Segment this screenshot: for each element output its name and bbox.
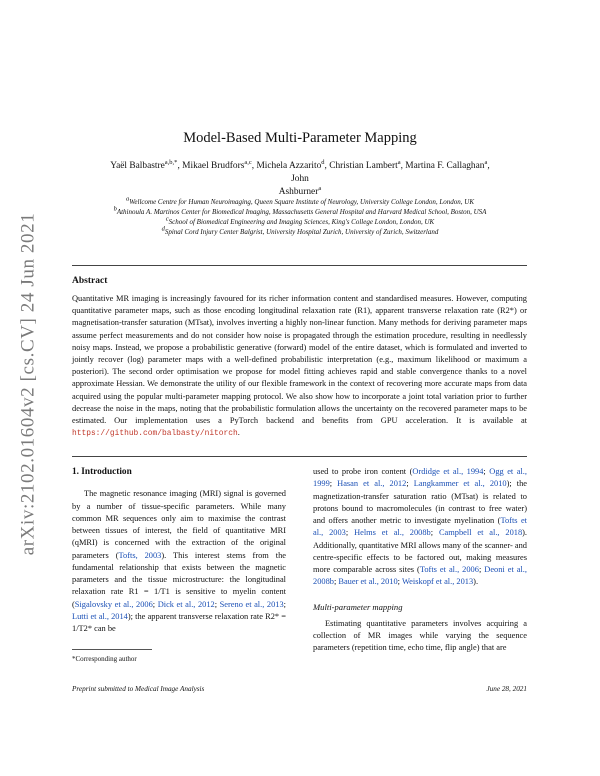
citation-link[interactable]: Tofts et al., 2006 [419,565,479,574]
citation-link[interactable]: Tofts et al., 2003 [313,516,527,538]
citation-link[interactable]: Deoni et al., 2008b [313,565,527,587]
paper-title: Model-Based Multi-Parameter Mapping [183,130,417,146]
citation-link[interactable]: Sigalovsky et al., 2006 [74,599,153,609]
citation-link[interactable]: Lutti et al., 2014 [72,611,128,621]
author: Michela Azzarito$^d$, [256,158,327,171]
intro-paragraph: The magnetic resonance imaging (MRI) signal is governed by a number of tissue-specific parameters. While many common MR sequences only aim to maximise the contrast between tissues of interest, the field of quantitative MRI (qMRI) is concerned with the extraction of the original parameters (Tofts, 2003). This interest stems from the fundamental relationship that exists between the magnetic parameters and the tissue microstructure: the longitudinal relaxation rate R1 = 1/T1 is sensitive to myelin content (Sigalovsky et al., 2006; Dick et al., 2012; Sereno et al., 2013; Lutti et al., 2014); the apparent transverse relaxation rate R2* = 1/T2* can be [72,489,286,633]
citation-link[interactable]: Langkammer et al., 2010 [413,479,507,489]
divider [72,456,527,457]
right-column [313,466,527,655]
author: Christian Lambert$^a$, [329,158,403,171]
citation-link[interactable]: Sereno et al., 2013 [219,599,284,609]
citation-link[interactable]: Helms et al., 2008b [354,528,431,538]
affiliation: $^d$Spinal Cord Injury Center Balgrist, University Hospital Zurich, University of Zurich, Switzerland [161,225,439,236]
footnote: *Corresponding author [72,655,137,663]
left-column [72,466,286,635]
affiliation: $^c$School of Biomedical Engineering and Imaging Sciences, King's College London, London, UK [165,215,435,226]
citation-link[interactable]: Campbell et al., 2018 [438,528,523,538]
citation-link[interactable]: Tofts, 2003 [118,550,162,560]
footer-date: June 28, 2021 [486,685,527,693]
arxiv-stamp [8,214,48,554]
arxiv-stamp-text: arXiv:2102.01604v2 [cs.CV] 24 Jun 2021 [17,212,39,556]
subsection-paragraph: Estimating quantitative parameters involves acquiring a collection of MR images while varying the sequence parameters (repetition time, echo time, flip angle) that are [313,618,527,653]
section-heading: 1. Introduction [72,467,132,477]
abstract-heading: Abstract [72,276,108,286]
author: Yaël Balbastre$^{a,b,*}$, [110,158,180,171]
citation-link[interactable]: Dick et al., 2012 [157,599,215,609]
affiliation: $^b$Athinoula A. Martinos Center for Biomedical Imaging, Massachusetts General Hospital and Harvard Medical School, Boston, USA [113,205,487,216]
footer-left: Preprint submitted to Medical Image Analysis [72,685,205,693]
author: Mikael Brudfors$^{a,c}$, [182,158,255,171]
citation-link[interactable]: Bauer et al., 2010 [338,577,398,587]
author-list [110,160,490,199]
affiliations [60,197,540,237]
subsection-heading: Multi-parameter mapping [313,601,403,612]
author: Martina F. Callaghan$^a$, [405,158,490,171]
author: John [291,174,309,184]
citation-link[interactable]: Ogg et al., 1999 [313,467,527,489]
divider [72,265,527,266]
affiliation: $^a$Wellcome Centre for Human Neuroimaging, Queen Square Institute of Neurology, University College London, London, UK [125,195,475,206]
abstract-body: Quantitative MR imaging is increasingly favoured for its richer information content and standardised measures. However, computing quantitative parameter maps, such as those encoding longitudinal relaxation rate (R1), apparent transverse relaxation rate (R2*) or magnetisation-transfer saturation (MTsat), involves inverting a highly non-linear function. Many methods for deriving parameter maps assume perfect measurements and do not consider how noise is propagated through the estimation procedure, resulting in needlessly noisy maps. Instead, we propose a probabilistic generative (forward) model of the entire dataset, which is formulated and inverted to jointly recover (log) parameter maps with a well-defined probabilistic interpretation (e.g., maximum likelihood or maximum a posteriori). The second order optimisation we propose for model fitting achieves rapid and stable convergence thanks to a novel approximate Hessian. We demonstrate the utility of our flexible framework in the context of recovering more accurate maps from data acquired using the popular multi-parameter mapping protocol. We also show how to incorporate a joint total variation prior to further decrease the noise in the maps, noting that the probabilistic formulation allows the uncertainty on the recovered parameter maps to be estimated. Our implementation uses a PyTorch backend and benefits from GPU acceleration. It is available at https://github.com/balbasty/nitorch. [72,294,527,439]
citation-link[interactable]: Ordidge et al., 1994 [412,467,484,476]
footnote-rule [72,649,152,650]
repo-link[interactable]: https://github.com/balbasty/nitorch [72,429,238,439]
citation-link[interactable]: Weiskopf et al., 2013 [401,577,474,587]
citation-link[interactable]: Hasan et al., 2012 [337,479,407,489]
author: Ashburner$^a$ [278,184,322,197]
intro-paragraph-cont: used to probe iron content (Ordidge et al., 1994; Ogg et al., 1999; Hasan et al., 2012; Langkammer et al., 2010); the magnetization-transfer saturation ratio (MTsat) is related to protons bound to macromolecules (in contrast to free water) and offers another metric to investigate myelination (Tofts et al., 2003; Helms et al., 2008b; Campbell et al., 2018). Additionally, quantitative MRI allows many of the scanner- and centre-specific effects to be factored out, making measures more comparable across sites (Tofts et al., 2006; Deoni et al., 2008b; Bauer et al., 2010; Weiskopf et al., 2013). [313,467,528,587]
